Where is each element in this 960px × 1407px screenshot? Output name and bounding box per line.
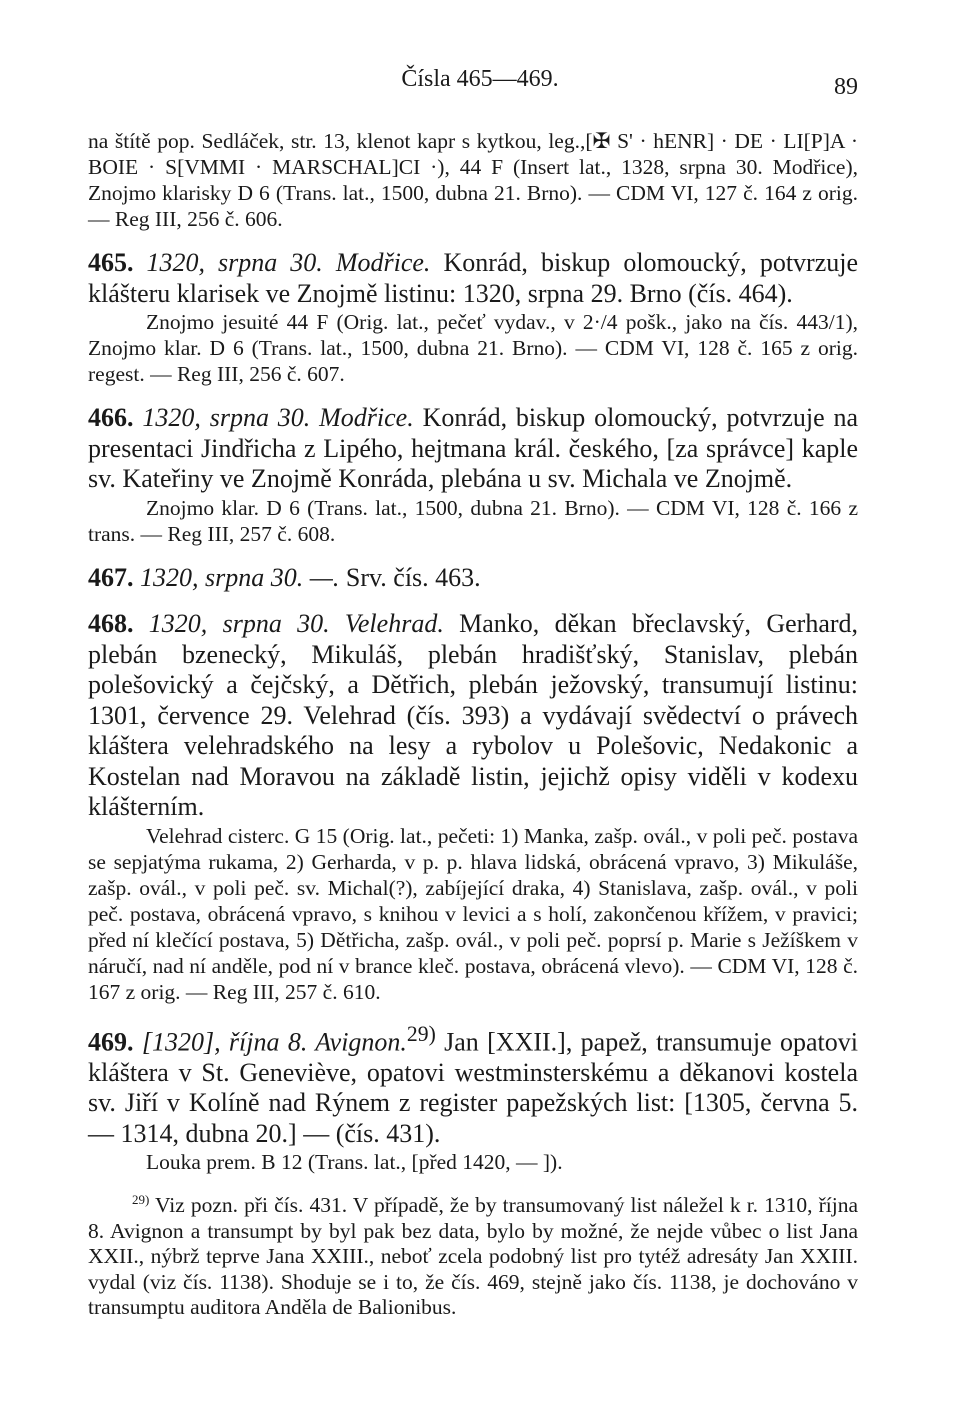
page-header [0, 62, 960, 100]
entry-467-regest [88, 563, 858, 594]
entry-number: 466. [88, 403, 134, 432]
entry-number: 469. [88, 1027, 134, 1057]
entry-466-note: Znojmo klar. D 6 (Trans. lat., 1500, dubna 21. Brno). — CDM VI, 128 č. 166 z trans. — Reg III, 257 č. 608. [88, 495, 858, 546]
entry-466-regest [88, 403, 858, 495]
entry-date: 1320, srpna 30. —. [140, 562, 340, 592]
page-number: 89 [834, 74, 858, 100]
running-title: Čísla 465—469. [401, 66, 559, 92]
entry-469-regest [88, 1019, 858, 1150]
entry-number: 467. [88, 562, 134, 592]
preamble-text: na štítě pop. Sedláček, str. 13, klenot kapr s kytkou, leg.,[✠ S' · hENR] · DE · LI[P]A · BOIE · S[VMMI · MARSCHAL]CI ·), 44 F (Insert lat., 1328, srpna 30. Modřice), Znojmo klarisky D 6 (Trans. lat., 1500, dubna 21. Brno). — CDM VI, 127 č. 164 z orig. — Reg III, 256 č. 606. [88, 129, 858, 231]
entry-468-regest [88, 609, 858, 823]
footnote-text: Viz pozn. při čís. 431. V případě, že by transumovaný list náležel k r. 1310, října 8. Avignon a transumpt by byl pak bez data, bylo by možné, že nejde vůbec o list Jana XXII., nýbrž teprve Jana XXIII., neboť zcela podobný list pro tytéž adresáty Jan XXIII. vydal (viz čís. 1138). Shoduje se i to, že čís. 469, stejně jako čís. 1138, je dochováno v transumptu auditora Anděla de Balionibus. [88, 1193, 858, 1320]
entry-date: 1320, srpna 30. Velehrad. [148, 609, 444, 638]
entry-465-regest [88, 248, 858, 309]
entry-number: 468. [88, 609, 134, 638]
footnote-reference: 29) [406, 1021, 436, 1046]
footnote-mark: 29) [132, 1192, 150, 1208]
entry-text: Manko, děkan břeclavský, Gerhard, plebán bzenecký, Mikuláš, plebán hradišťský, Stanislav, plebán polešovický a čejčský, a Dětřich, plebán ježovský, transumují listinu: 1301, července 29. Velehrad (čís. 393) a vydávají svědectví o právech kláštera velehradského na lesy a rybolov u Polešovic, Nedakonic a Kostelan nad Moravou na základě listin, jejichž opisy viděli v kodexu klášterním. [88, 609, 859, 821]
entry-date: 1320, srpna 30. Modřice. [142, 403, 414, 432]
entry-text: Srv. čís. 463. [345, 562, 481, 592]
entry-468-note: Velehrad cisterc. G 15 (Orig. lat., pečeti: 1) Manka, zašp. ovál., v poli peč. postava se sepjatýma rukama, 2) Gerharda, v p. p. hlava lidská, obrácená vpravo, 3) Mikuláše, zašp. ovál., v poli peč. sv. Michal(?), zabíjející draka, 4) Stanislava, zašp. ovál., v poli peč. postava, obrácená vpravo, s knihou v levici a s holí, zakončenou křížem, v pravici; před ní klečící postava, 5) Dětřicha, zašp. ovál., v poli peč. poprsí p. Marie s Ježíškem v náručí, nad ní anděle, pod ní v brance kleč. postava, obrácená vlevo). — CDM VI, 128 č. 167 z orig. — Reg III, 257 č. 610. [88, 823, 858, 1004]
entry-text: Konrád, biskup olomoucký, potvrzuje klášteru klarisek ve Znojmě listinu: 1320, srpna 29. Brno (čís. 464). [88, 248, 859, 308]
entry-text: Konrád, biskup olomoucký, potvrzuje na presentaci Jindřicha z Lipého, hejtmana král. českého, [za správce] kaple sv. Kateřiny ve Znojmě Konráda, plebána u sv. Michala ve Znojmě. [88, 403, 859, 493]
entry-number: 465. [88, 248, 134, 277]
entry-469-note: Louka prem. B 12 (Trans. lat., [před 1420, — ]). [146, 1150, 563, 1175]
entry-date: [1320], října 8. Avignon. [141, 1027, 407, 1057]
entry-date: 1320, srpna 30. Modřice. [146, 248, 431, 277]
entry-text: Jan [XXII.], papež, transumuje opatovi kláštera v St. Geneviève, opatovi westminsterskému a děkanovi kostela sv. Jiří v Kolíně nad Rýnem z register papežských list: [1305, června 5. — 1314, dubna 20.] — (čís. 431). [88, 1027, 858, 1148]
footnote [88, 1187, 858, 1321]
page-content [88, 128, 858, 1321]
entry-465-note: Znojmo jesuité 44 F (Orig. lat., pečeť vydav., v 2·/4 pošk., jako na čís. 443/1), Znojmo klar. D 6 (Trans. lat., 1500, dubna 21. Brno). — CDM VI, 128 č. 165 z orig. regest. — Reg III, 256 č. 607. [88, 310, 858, 386]
